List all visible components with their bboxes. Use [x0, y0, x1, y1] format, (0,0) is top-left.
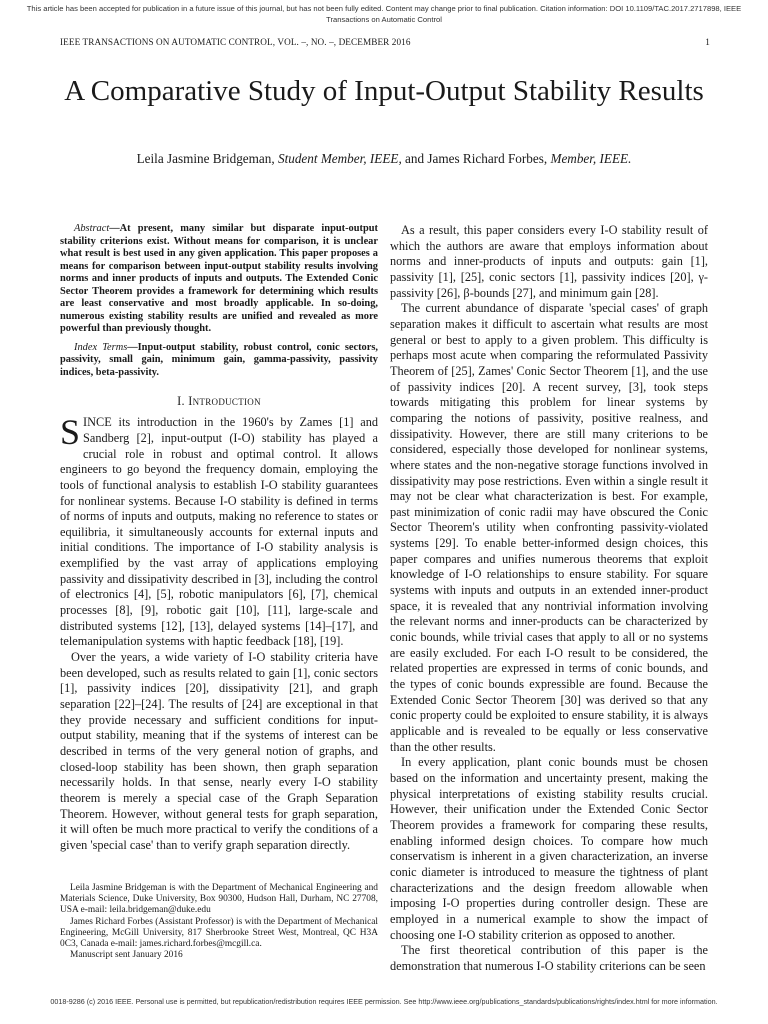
abstract-label: Abstract: [74, 223, 110, 234]
right-paragraph-4: The first theoretical contribution of this paper is the demonstration that numerous I-O stability criterions can be seen: [390, 943, 708, 973]
right-paragraph-3: In every application, plant conic bounds must be chosen based on the information and uncertainty present, making the physical interpretations of existing stability results crucial. However, their unification under the Extended Conic Sector Theorem provides a framework for comparing these results, enabling informed design choices. To compare how much conservatism is inherent in a given characterization, an inverse conic diameter is introduced to measure the tightness of plant characterizations and the design freedom allowable when imposing I-O properties during controller design. These are employed in a numerical example to show the impact of choosing one I-O stability criterion as opposed to another.: [390, 755, 708, 942]
journal-name: IEEE TRANSACTIONS ON AUTOMATIC CONTROL, VOL. –, NO. –, DECEMBER 2016: [60, 37, 411, 47]
section-title: Introduction: [188, 393, 261, 408]
section-heading: [60, 394, 378, 410]
intro-paragraph-1: [60, 412, 378, 650]
abstract: [60, 223, 378, 336]
page-number: 1: [705, 37, 710, 47]
author-2-role: Member, IEEE.: [550, 151, 632, 166]
right-paragraph-2: The current abundance of disparate 'special cases' of graph separation makes it difficult to ascertain what results are most general or best to apply to a given problem. This difficulty is perhaps most acute when comparing the reformulated Passivity Theorem of [25], Zames' Conic Sector Theorem [1], and the use of passivity indices [20]. A recent survey, [3], took steps towards mitigating this problem for linear systems by comparing the notions of passivity, positive realness, and dissipativity. However, there are still many criterions to be considered, especially those developed for nonlinear systems, where states and the non-negative storage functions involved in dissipativity may pose restrictions. Even within a single result it may not be clear what characterization is best. For example, past minimization of conic radii may have obscured the Conic Sector Theorem's utility when confronting passivity-violated systems [29]. To enable better-informed design choices, this paper compares and unifies numerous theorems that exploit knowledge of I-O relationships to ensure stability. For square systems with inputs and outputs in an extended inner-product space, it is revealed that any nontrivial information involving the relevant norms and inner-products can be characterized by conic bounds, while trivial cases that apply to all or no systems are easily excluded. For each I-O result to be considered, the related properties are expressed in terms of conic bounds, and the types of conic bounds expressible are found. Because the Extended Conic Sector Theorem [30] was derived so that any conic property could be exploited to ensure stability, it is always applicable and is revealed to be equally or less conservative than the other results.: [390, 301, 708, 754]
section-number: I.: [177, 393, 185, 408]
abstract-text: —At present, many similar but disparate input-output stability criterions exist. Without means for comparison, it is unclear what result is best used in any given application. This paper proposes a means for comparison between input-output stability results involving norms and inner products of inputs and outputs. The Extended Conic Sector Theorem provides a framework for determining which results are least conservative and most broadly applicable. In so-doing, numerous existing stability results are unified and revealed as more powerful than previously thought.: [60, 223, 378, 335]
author-2-name: James Richard Forbes,: [427, 151, 548, 166]
footnote-manuscript: Manuscript sent January 2016: [70, 950, 183, 961]
footnote-author-2: James Richard Forbes (Assistant Professor) is with the Department of Mechanical Engineering, McGill University, 817 Sherbrooke Street West, Montreal, QC H3A 0C3, Canada e-mail: james.richard.forbes@mcgill.ca.: [60, 916, 378, 950]
footnote-author-1: Leila Jasmine Bridgeman is with the Department of Mechanical Engineering and Materials Science, Duke University, Box 90300, Hudson Hall, Durham, NC 27708, USA e-mail: leila.bridgeman@duke.edu: [60, 883, 378, 916]
author-1-name: Leila Jasmine Bridgeman,: [136, 151, 275, 166]
index-terms-text: —Input-output stability, robust control, conic sectors, passivity, small gain, minimum gain, gamma-passivity, passivity indices, beta-passivity.: [60, 341, 378, 379]
right-column: [390, 223, 708, 975]
running-head: [60, 37, 710, 47]
paper-title: A Comparative Study of Input-Output Stability Results: [64, 75, 704, 107]
intro-paragraph-1-text: its introduction in the 1960's by Zames [1] and Sandberg [2], input-output (I-O) stability has played a crucial role in robust and optimal control. It allows engineers to go beyond the frequency domain, employing the tools of functional analysis to establish I-O stability guarantees for nonlinear systems. Because I-O stability is defined in terms of norms of inputs and outputs, making no reference to states or equilibria, it simultaneously accounts for external inputs and initial conditions. The importance of I-O stability analysis is exemplified by the vast array of applications employing passivity and dissipativity described in [3], including the control of electronics [4], [5], robotic manipulators [6], [7], chemical processes [8], [9], robotic gait [10], [11], large-scale and distributed systems [12], [13], delayed systems [14]–[17], and telemanipulation systems with haptic feedback [18], [19].: [60, 415, 378, 649]
author-conjunction: and: [405, 151, 425, 166]
intro-first-word: INCE: [83, 415, 112, 430]
author-1-role: Student Member, IEEE,: [277, 151, 402, 166]
author-line: [40, 151, 728, 167]
copyright-notice: 0018-9286 (c) 2016 IEEE. Personal use is permitted, but republication/redistribution requires IEEE permission. See http://www.ieee.org/publications_standards/publications/rights/index.html for more information.: [50, 997, 718, 1006]
intro-paragraph-2: Over the years, a wide variety of I-O stability criteria have been developed, such as results related to gain [1], conic sectors [1], passivity indices [20], dissipativity [21], and graph separation [22]–[24]. The results of [24] are exceptional in that they provide necessary and sufficient conditions for input-output stability, meaning that if the systems of interest can be described in terms of the very general notion of graphs, and closed-loop stability has been shown, then graph separation necessarily holds. In that sense, nearly every I-O stability theorem is merely a special case of the Graph Separation Theorem. However, without general tests for graph separation, it will often be much more practical to verify the conditions of a given 'special case' than to verify graph separation directly.: [60, 650, 378, 852]
index-terms: [60, 342, 378, 380]
drop-cap: S: [60, 412, 81, 453]
index-terms-label: Index Terms: [74, 341, 128, 353]
right-paragraph-1: As a result, this paper considers every I-O stability result of which the authors are aware that employs information about norms and inner-products of inputs and outputs: gain [1], passivity [1], [25], conic sectors [1], passivity indices [20], γ-passivity [26], β-bounds [27], and minimum gain [28].: [390, 223, 708, 300]
left-column: [60, 223, 378, 854]
footnotes: [60, 883, 378, 961]
publication-notice: This article has been accepted for publication in a future issue of this journal, but has not been fully edited. Content may change prior to final publication. Citation information: DOI 10.1109/TAC.2017.2717898, IEEE Transactions on Automatic Control: [26, 4, 742, 24]
